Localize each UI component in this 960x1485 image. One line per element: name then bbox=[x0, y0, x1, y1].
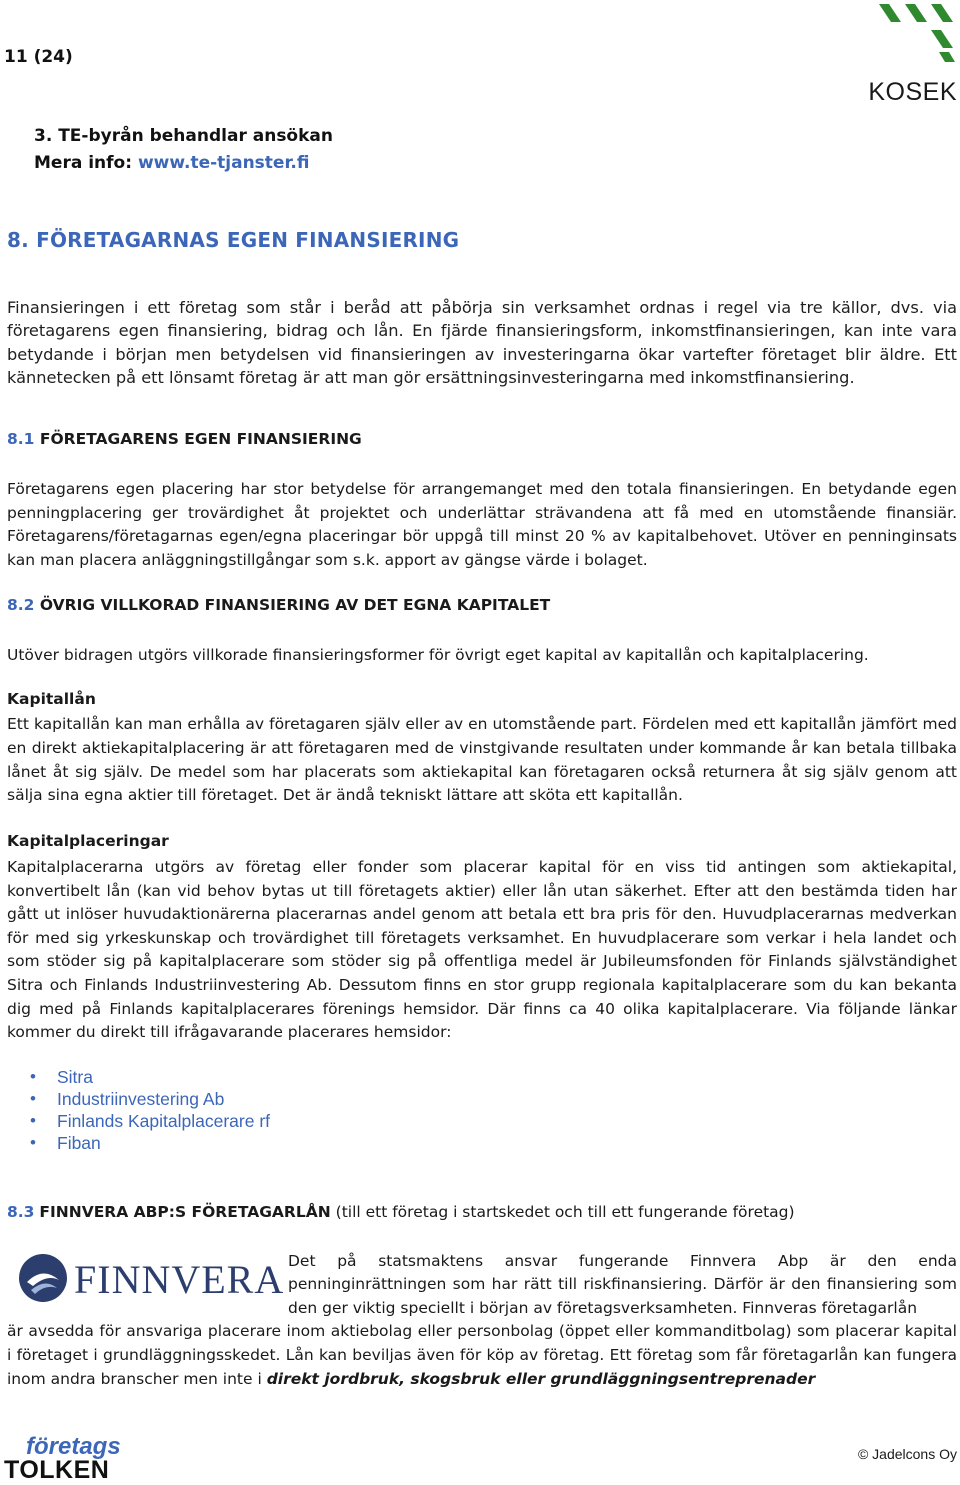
kosek-logo-text: KOSEK bbox=[868, 78, 957, 106]
bullet-icon: • bbox=[30, 1067, 36, 1086]
bullet-icon: • bbox=[30, 1133, 36, 1152]
foretagstolken-logo-line1: företags bbox=[26, 1433, 121, 1460]
kapitalplaceringar-body: Kapitalplacerarna utgörs av företag eller fonder som placerar kapital för en viss tid antingen som aktiekapital, konvertibelt lån (kan vid behov bytas ut till företagets aktier) eller lån utan säkerhet. Efter att den bestämda tiden har gått ut inlöser huvudaktionärerna placerarnas andel genom att betala ett bra pris för den. Huvudplacerarnas medverkan för med sig yrkeskunskap och trovärdighet till företagets verksamhet. En huvudplacerare som verkar i hela landet och som stöder sig på kapitalplacerare som stöder sig på offentliga medel är Jubileumsfonden för Finlands självständighet Sitra och Finlands Industriinvestering Ab. Dessutom finns en stor grupp regionala kapitalplacerare som du kan bekanta dig med på Finlands kapitalplacerares förenings hemsidor. Där finns ca 40 olika kapitalplacerare. Via följande länkar kommer du direkt till ifrågavarande placerares hemsidor: bbox=[7, 858, 957, 1042]
page-number: 11 (24) bbox=[4, 47, 73, 67]
bullet-icon: • bbox=[30, 1111, 36, 1130]
link-label: Sitra bbox=[57, 1067, 93, 1087]
bullet-icon: • bbox=[30, 1089, 36, 1108]
finnvera-emblem-icon bbox=[17, 1252, 69, 1304]
more-info bbox=[34, 153, 309, 173]
section-8-3-number: 8.3 bbox=[7, 1203, 35, 1221]
link-fiban[interactable] bbox=[30, 1132, 270, 1154]
more-info-label: Mera info: bbox=[34, 153, 133, 173]
section-8-3-body-emphasis: direkt jordbruk, skogsbruk eller grundläggningsentreprenader bbox=[266, 1369, 816, 1388]
placerare-link-list bbox=[30, 1066, 270, 1154]
link-sitra[interactable] bbox=[30, 1066, 270, 1088]
link-industriinvestering[interactable] bbox=[30, 1088, 270, 1110]
section-8-1-body: Företagarens egen placering har stor betydelse för arrangemanget med den totala finansieringen. En betydande egen penningplacering ger trovärdighet åt projektet och underlättar strävandena att få med en utomstående finansiär. Företagarens/företagarnas egen/egna placeringar bör uppgå till minst 20 % av kapitalbehovet. Utöver en penninginsats kan man placera anläggningstillgångar som s.k. apport av gängse värde i bolaget. bbox=[7, 480, 957, 570]
section-8-2-intro: Utöver bidragen utgörs villkorade finansieringsformer för övrigt eget kapital av kapitallån och kapitalplacering. bbox=[7, 646, 869, 664]
section-8-3-body-text: är avsedda för ansvariga placerare inom aktiebolag eller personbolag (öppet eller kommanditbolag) som placerar kapital i företaget i grundläggningsskedet. Lån kan beviljas även för köp av företag. Ett företag som får företagarlån kan fungera inom andra branscher men inte i bbox=[7, 1322, 957, 1388]
section-8-3-heading bbox=[7, 1203, 795, 1221]
finnvera-logo-text: FINNVERA bbox=[74, 1257, 285, 1302]
copyright: © Jadelcons Oy bbox=[857, 1446, 957, 1462]
section-8-2-title: ÖVRIG VILLKORAD FINANSIERING AV DET EGNA KAPITALET bbox=[39, 596, 551, 614]
section-8-3-body-top: Det på statsmaktens ansvar fungerande Finnvera Abp är den enda penninginrättningen som har rätt till riskfinansiering. Därför är den finansiering som den ger viktig speciellt i början av företagsverksamheten. Finnveras företagarlån bbox=[288, 1252, 957, 1317]
step-heading: 3. TE-byrån behandlar ansökan bbox=[34, 126, 333, 146]
link-finlands-kapitalplacerare[interactable] bbox=[30, 1110, 270, 1132]
kapitallan-body: Ett kapitallån kan man erhålla av företagaren själv eller av en utomstående part. Fördelen med ett kapitallån jämfört med en direkt aktiekapitalplacering är att företagaren med de vinstgivande resultaten under kommande år kan betala tillbaka lånet åt sig själv. De medel som har placerats som aktiekapital kan företagaren också returnera åt sig själv genom att sälja sina egna aktier till företaget. Det är ändå tekniskt lättare att sköta ett kapitallån. bbox=[7, 715, 957, 805]
link-label: Finlands Kapitalplacerare rf bbox=[57, 1111, 271, 1131]
kosek-chevron-icon bbox=[879, 0, 957, 72]
foretagstolken-logo-line2: TOLKEN bbox=[4, 1456, 110, 1484]
section-8-1-number: 8.1 bbox=[7, 430, 35, 448]
section-8-3-body bbox=[7, 1320, 957, 1391]
te-tjanster-link[interactable]: www.te-tjanster.fi bbox=[137, 153, 310, 173]
kapitalplaceringar-title: Kapitalplaceringar bbox=[7, 832, 169, 850]
section-8-2-heading bbox=[7, 596, 550, 614]
link-label: Fiban bbox=[57, 1133, 101, 1153]
section-8-intro: Finansieringen i ett företag som står i beråd att påbörja sin verksamhet ordnas i regel via tre källor, dvs. via företagarens egen finansiering, bidrag och lån. En fjärde finansieringsform, inkomstfinansieringen, kan inte vara betydande i början men betydelsen vid finansieringen av investeringarna ökar vartefter företaget blir äldre. Ett kännetecken på ett lönsamt företag är att man gör ersättningsinvesteringarna med inkomstfinansiering. bbox=[7, 298, 957, 388]
section-8-1-title: FÖRETAGARENS EGEN FINANSIERING bbox=[39, 430, 362, 448]
section-8-2-number: 8.2 bbox=[7, 596, 35, 614]
section-8-1-heading bbox=[7, 430, 362, 448]
section-8-title: 8. FÖRETAGARNAS EGEN FINANSIERING bbox=[7, 228, 460, 252]
link-label: Industriinvestering Ab bbox=[57, 1089, 225, 1109]
section-8-3-title: FINNVERA ABP:S FÖRETAGARLÅN bbox=[39, 1203, 331, 1221]
section-8-3-subtitle: (till ett företag i startskedet och till ett fungerande företag) bbox=[335, 1203, 795, 1221]
kapitallan-title: Kapitallån bbox=[7, 690, 96, 708]
